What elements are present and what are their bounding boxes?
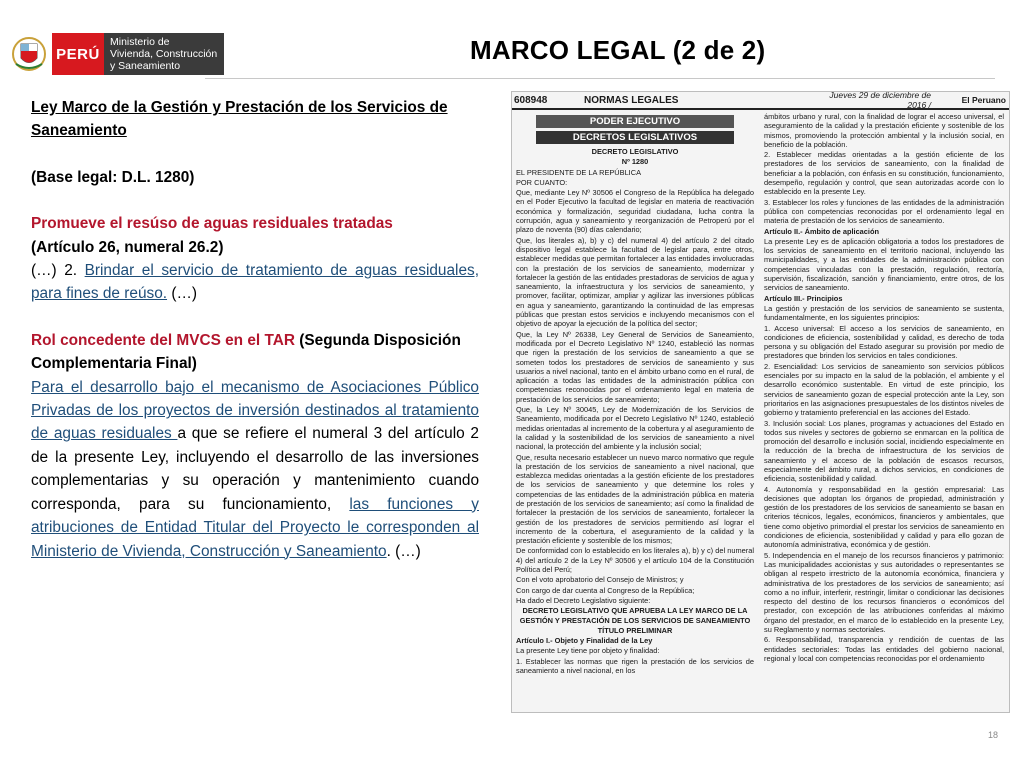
- newspaper-left-column: [516, 112, 754, 676]
- section2-heading: [31, 329, 479, 376]
- section1-paragraph: [31, 259, 479, 306]
- right-paragraph: La presente Ley es de aplicación obligatoria a todos los prestadores de los servicios de saneamiento en el territorio nacional, incluyendo las municipalidades, y a las entidades de la administración pública con competencias vinculadas con la prestación, regulación, rectoría, supervisión, fiscalización, sanción y financiamiento, entre otros, de los servicios de saneamiento.: [764, 236, 1004, 293]
- peru-label: PERÚ: [52, 33, 104, 75]
- preliminary-title: TÍTULO PRELIMINAR: [597, 625, 673, 635]
- article1-text: La presente Ley tiene por objeto y finalidad:: [516, 646, 660, 656]
- section1-link[interactable]: Brindar el servicio de tratamiento de aguas residuales, para fines de reúso.: [31, 262, 479, 303]
- ministry-logo: [12, 32, 224, 76]
- title-divider: [205, 78, 995, 79]
- article1-title: Artículo I.- Objeto y Finalidad de la Ley: [516, 636, 653, 646]
- right-paragraph: 3. Inclusión social: Los planes, programas y actuaciones del Estado en todos sus niveles y sectores de gobierno se enmarcan en la política de promoción del desarrollo e inclusión social, incidiendo especialmente en la reducción de la brecha de infraestructura de los servicios de saneamiento y el acceso de la población de escasos recursos, especialmente del ámbito rural, a dichos servicios, en condiciones de eficiencia, sostenibilidad y calidad.: [764, 418, 1004, 484]
- section2-link-entity[interactable]: las funciones y atribuciones de Entidad Titular del Proyecto le corresponden al Ministerio de Vivienda, Construcción y Saneamiento: [31, 495, 479, 560]
- section2-suffix: . (…): [386, 542, 421, 560]
- decrees-banner: DECRETOS LEGISLATIVOS: [536, 131, 734, 144]
- ministry-name: [104, 33, 224, 75]
- ministry-line-3: y Saneamiento: [110, 60, 181, 72]
- ministry-line-2: Vivienda, Construcción: [110, 48, 218, 60]
- article2-title: Artículo II.- Ámbito de aplicación: [764, 226, 879, 236]
- right-paragraph: 4. Autonomía y responsabilidad en la gestión empresarial: Las decisiones que adoptan los órganos de propiedad, administración y gestión de los prestadores de los servicios de saneamiento se basan en criterios técnicos, legales, económicos, financieros y ambientales, que tiene como objetivo primordial el prestar los servicios de saneamiento en condiciones de eficiencia, sostenibilidad y calidad y para ello gozan de autonomía administrativa, económica y de gestión.: [764, 484, 1004, 550]
- section1-prefix: (…) 2.: [31, 262, 85, 280]
- right-paragraph: 3. Establecer los roles y funciones de las entidades de la administración pública con competencias reconocidas por el ordenamiento legal en materia de prestación de los servicios de saneamiento.: [764, 197, 1004, 226]
- right-paragraph: 1. Acceso universal: El acceso a los servicios de saneamiento, en condiciones de eficiencia, sostenibilidad y calidad, es derecho de toda persona y su obligación del Estado asegurar su provisión por medio de prestadores que brinden los servicios en tales condiciones.: [764, 323, 1004, 361]
- decree-number: Nº 1280: [621, 157, 649, 167]
- section1-suffix: (…): [167, 285, 197, 303]
- left-paragraph: Que, la Ley Nº 26338, Ley General de Servicios de Saneamiento, modificada por el Decreto Legislativo Nº 1240, estableció las normas que rigen la prestación de los servicios de saneamiento a que se someten todos los prestadores de servicios de saneamiento y sus usuarios a nivel nacional, tanto en el ámbito urbano como en el rural, de aplicación a todas las entidades de la administración pública con competencias reconocidas por el ordenamiento legal en materia de prestación de los servicios de saneamiento;: [516, 329, 754, 404]
- right-paragraph: La gestión y prestación de los servicios de saneamiento se sustenta, fundamentalmente, en los siguientes principios:: [764, 303, 1004, 323]
- por-cuanto: POR CUANTO:: [516, 177, 568, 187]
- right-paragraph: 6. Responsabilidad, transparencia y rendición de cuentas de las entidades sectoriales: Todas las entidades del gobierno nacional, regional y local con competencias reconocidas por el ordenamiento: [764, 635, 1004, 663]
- left-paragraph: Ha dado el Decreto Legislativo siguiente:: [516, 595, 651, 605]
- approves-title: DECRETO LEGISLATIVO QUE APRUEBA LA LEY MARCO DE LA GESTIÓN Y PRESTACIÓN DE LOS SERVICIOS DE SANEAMIENTO: [519, 606, 751, 625]
- article3-title: Artículo III.- Principios: [764, 293, 843, 303]
- newspaper-page-number: 608948: [514, 94, 548, 106]
- power-banner: PODER EJECUTIVO: [536, 115, 734, 128]
- left-paragraph: Que, los literales a), b) y c) del numeral 4) del artículo 2 del citado dispositivo legal establece la facultad de legislar para, entre otros, establecer medidas que permitan fortalecer a las entidades involucradas con la prestación de los servicios de saneamiento, modernizar y fortalecer la gestión de las entidades prestadoras de servicios de agua y saneamiento, la infraestructura y los servicios de saneamiento, y promover, facilitar, optimizar, ampliar y agilizar las inversiones públicas en agua y saneamiento, garantizando la continuidad de las empresas públicas que prestan estos servicios e incluyendo mecanismos con el objetivo de apoyar la ejecución de la política del sector;: [516, 235, 754, 329]
- newspaper-right-column: [764, 112, 1004, 664]
- slide-number: 18: [988, 730, 999, 740]
- right-paragraph: 2. Esencialidad: Los servicios de saneamiento son servicios públicos esenciales por su impacto en la salud de la población, el ambiente y el desarrollo económico sustentable. En virtud de este principio, los servicios de saneamiento gozan de especial protección ante la Ley, son prioritarios en las asignaciones presupuestales de los distintos niveles de gobierno y tratamiento preferencial en las acciones del Estado.: [764, 361, 1004, 418]
- coat-of-arms-icon: [12, 34, 46, 74]
- newspaper-scan: [511, 91, 1010, 713]
- section2-paragraph: [31, 376, 479, 563]
- left-paragraph: Que, la Ley Nº 30045, Ley de Modernización de los Servicios de Saneamiento, modificada por el Decreto Legislativo Nº 1240, estableció medidas orientadas al incremento de la cobertura y al aseguramiento de la calidad y la sostenibilidad de los servicios de saneamiento a nivel nacional, la protección del ambiente y la inclusión social;: [516, 405, 754, 452]
- newspaper-publisher: El Peruano: [961, 95, 1006, 105]
- left-paragraph: Que, resulta necesario establecer un nuevo marco normativo que regule la prestación de los servicios de saneamiento a nivel nacional, que establezca medidas orientadas a la gestión eficiente de los prestadores de los servicios de saneamiento y que determine los roles y competencias de las entidades de la administración pública en materia de prestación de los servicios de saneamiento; así como la finalidad de fortalecer la prestación de los servicios de saneamiento, fortalecer la gestión de los prestadores de servicios permitiendo así lograr el incremento de la cobertura, el aseguramiento de la calidad y la prestación eficiente y sostenible de los mismos;: [516, 452, 754, 546]
- right-paragraph: ámbitos urbano y rural, con la finalidad de lograr el acceso universal, el aseguramiento de la calidad y la prestación eficiente y sostenible de los mismos, promoviendo la protección ambiental y la inclusión social, en beneficio de la población.: [764, 112, 1004, 149]
- right-paragraph: 2. Establecer medidas orientadas a la gestión eficiente de los prestadores de los servicios de saneamiento, con la finalidad de beneficiar a la población, con énfasis en su constitución, funcionamiento, desempeño, regulación y control, que sean autorizadas acorde con lo establecido en la presente Ley.: [764, 150, 1004, 197]
- left-paragraph: De conformidad con lo establecido en los literales a), b) y c) del numeral 4) del artículo 2 de la Ley Nº 30506 y el artículo 104 de la Constitución Política del Perú;: [516, 546, 754, 575]
- newspaper-section: NORMAS LEGALES: [584, 94, 679, 106]
- section2-link-app[interactable]: Para el desarrollo bajo el mecanismo de Asociaciones Público Privadas de los proyectos de inversión destinados al tratamiento de aguas residuales: [31, 378, 479, 443]
- newspaper-date: Jueves 29 de diciembre de 2016 /: [829, 91, 931, 110]
- section1-subheading: (Artículo 26, numeral 26.2): [31, 238, 224, 256]
- right-paragraph: 5. Independencia en el manejo de los recursos financieros y patrimonio: Las municipalidades accionistas y sus autoridades o representantes se obligan al respeto irrestricto de la autonomía económica, financiera y administrativa de los prestadores de los servicios de saneamiento; así como a no influir, interferir, restringir, limitar o condicionar las decisiones respecto del destino de los recursos financieros o económicos del prestador, con excepción de las atribuciones conferidas al máximo órgano del prestador, en el marco de lo establecido en la presente Ley, su Reglamento y normas sectoriales.: [764, 550, 1004, 635]
- newspaper-header: [512, 92, 1009, 110]
- decree-title: DECRETO LEGISLATIVO: [591, 147, 679, 156]
- left-paragraph: Con el voto aprobatorio del Consejo de Ministros; y: [516, 575, 684, 585]
- base-legal: (Base legal: D.L. 1280): [31, 168, 195, 186]
- legal-text-column: [31, 96, 479, 563]
- section2-heading-red: Rol concedente del MVCS en el TAR: [31, 331, 295, 349]
- article1-item: 1. Establecer las normas que rigen la prestación de los servicios de saneamiento a nivel nacional, en los: [516, 656, 754, 676]
- page-title: MARCO LEGAL (2 de 2): [470, 35, 766, 65]
- left-paragraph: Con cargo de dar cuenta al Congreso de la República;: [516, 585, 695, 595]
- section1-heading: Promueve el resúso de aguas residuales tratadas: [31, 215, 393, 233]
- section2-body: a que se refiere el numeral 3 del artículo 2 de la presente Ley, incluyendo el desarrollo de las inversiones complementarias y su operación y mantenimiento cuando corresponda, para su funcionamiento,: [31, 425, 479, 513]
- ministry-line-1: Ministerio de: [110, 36, 170, 48]
- president-line: EL PRESIDENTE DE LA REPÚBLICA: [516, 167, 641, 177]
- law-title: Ley Marco de la Gestión y Prestación de los Servicios de Saneamiento: [31, 99, 448, 140]
- section2-heading-black: (Segunda Disposición Complementaria Final): [31, 331, 461, 373]
- left-paragraph: Que, mediante Ley Nº 30506 el Congreso de la República ha delegado en el Poder Ejecutivo la facultad de legislar en materia de reactivación económica y formalización, seguridad ciudadana, lucha contra la corrupción, agua y saneamiento y reorganización de Petroperú por el plazo de noventa (90) días calendario;: [516, 188, 754, 235]
